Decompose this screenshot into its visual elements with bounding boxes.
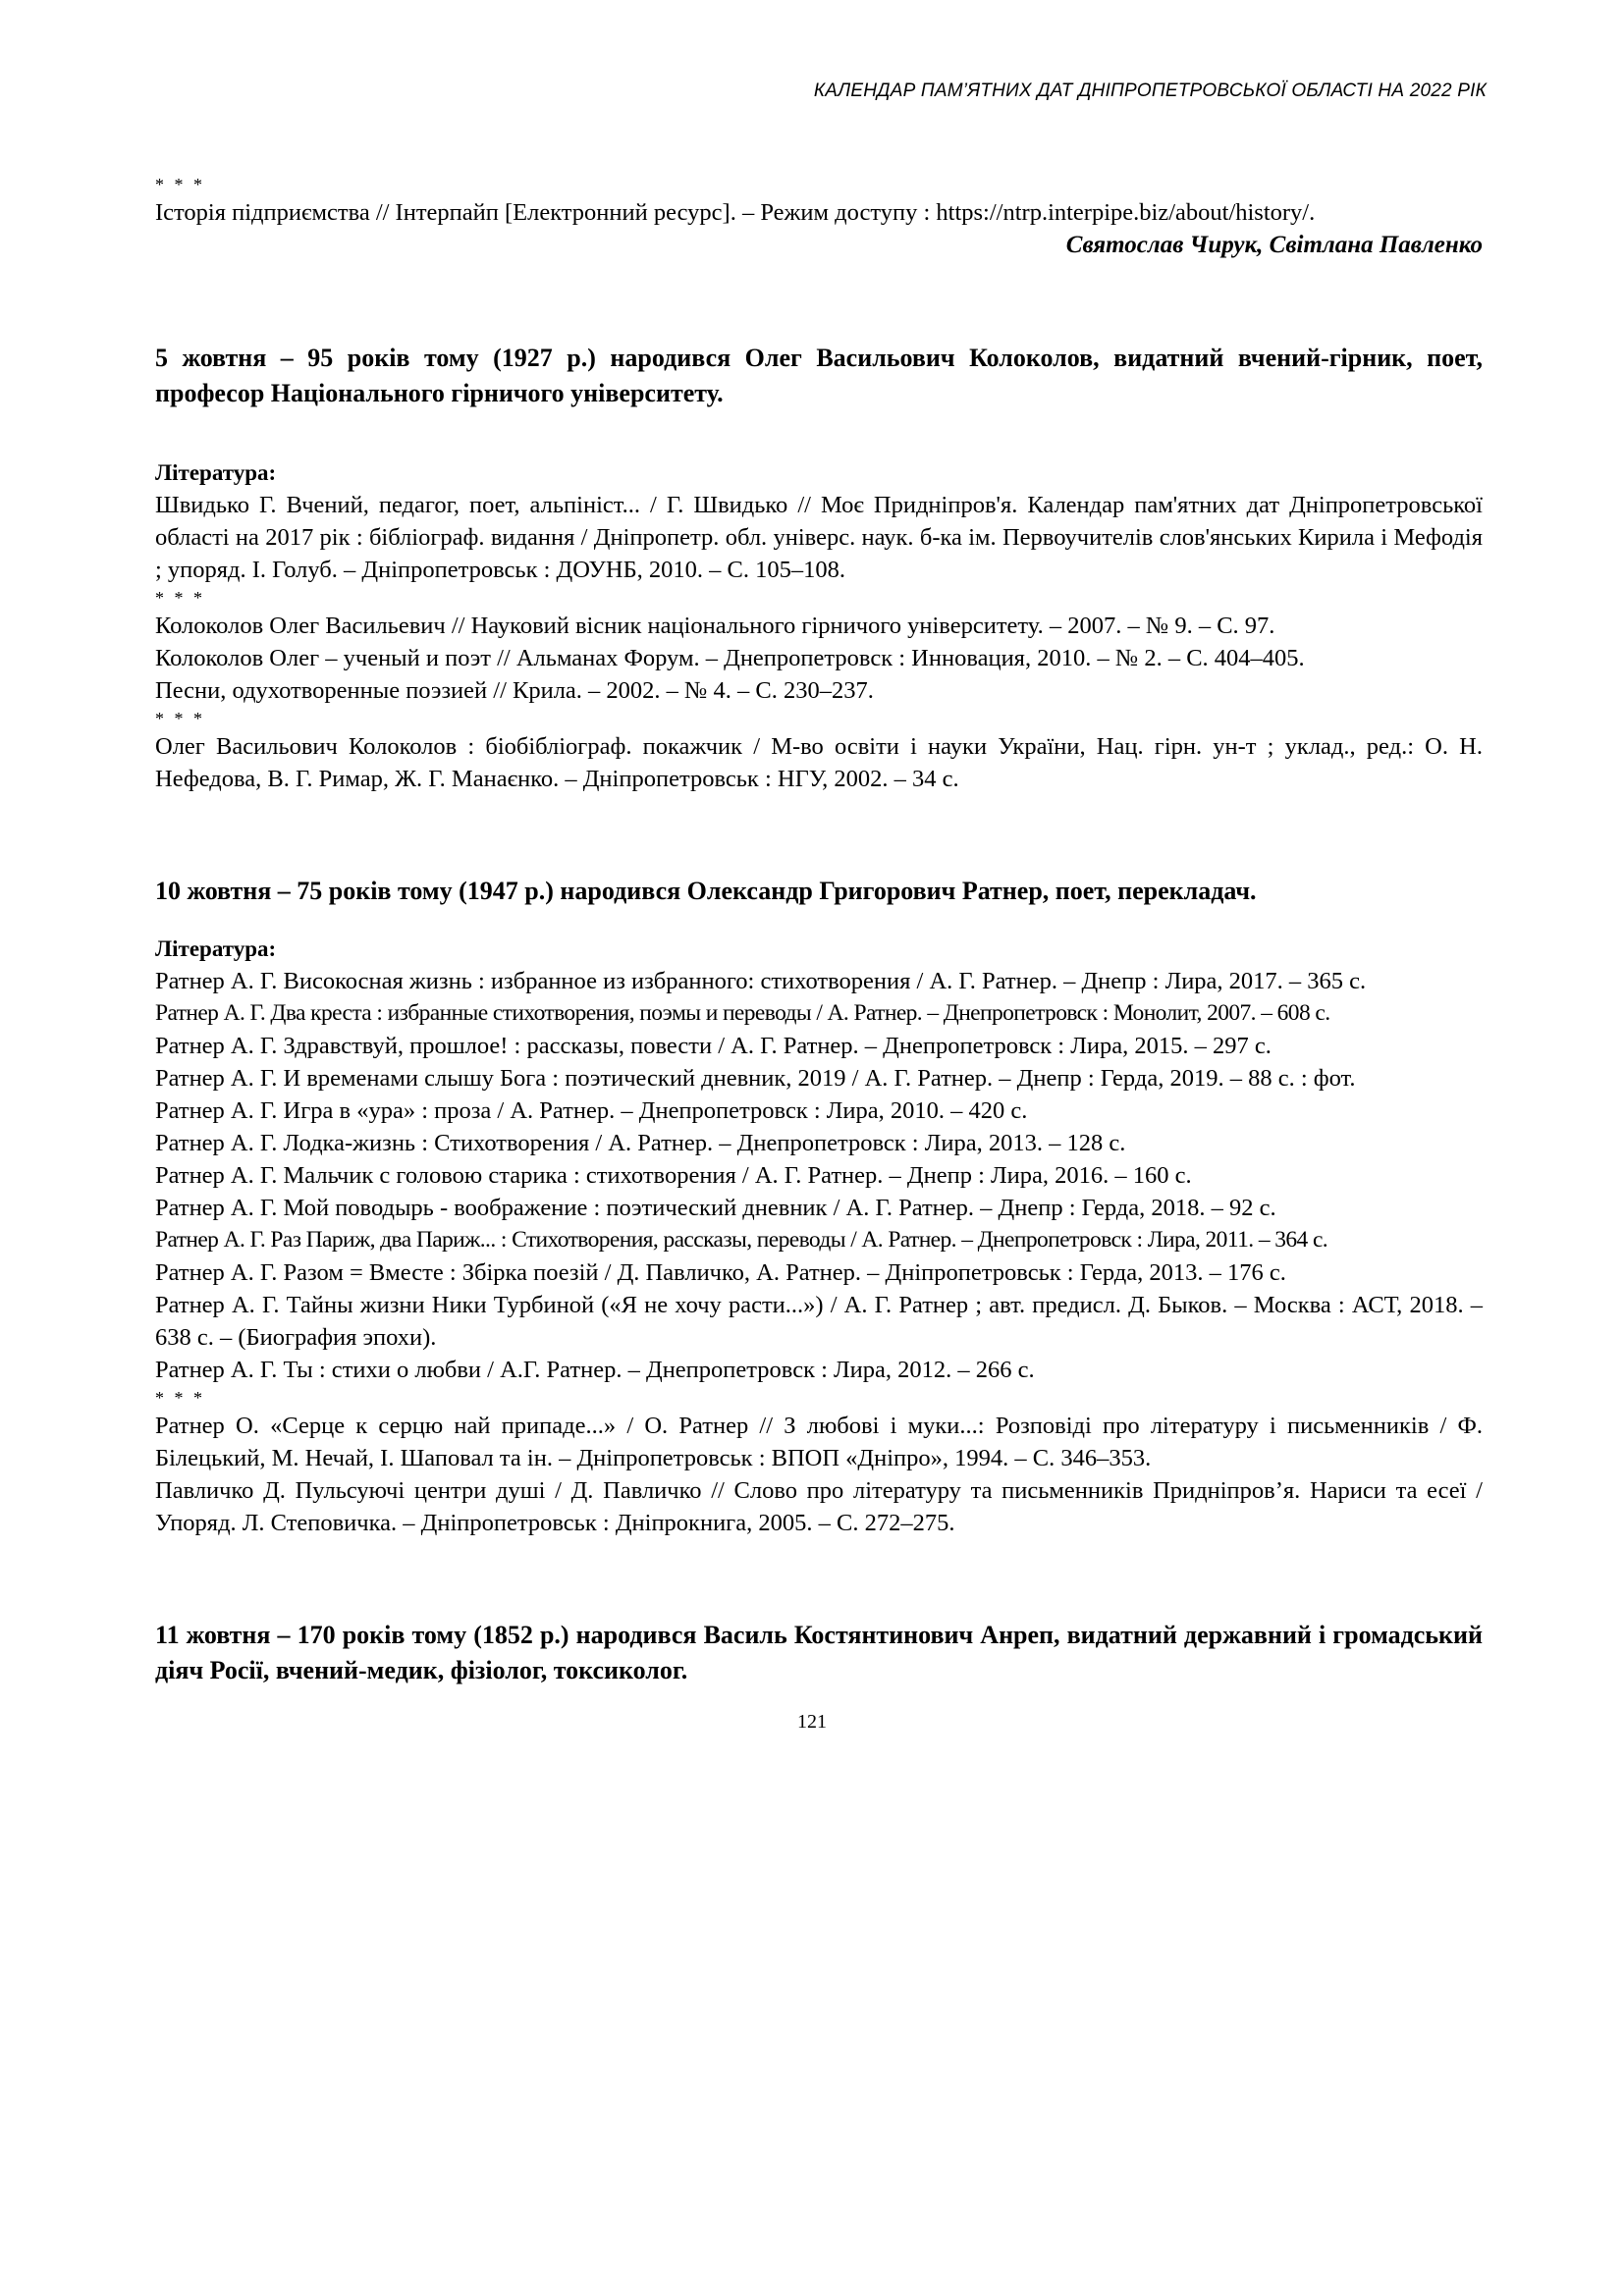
literature-label: Література: (155, 936, 277, 961)
separator-stars: * * * (155, 588, 205, 608)
separator-stars: * * * (155, 175, 205, 194)
bibliography-item: Колоколов Олег – ученый и поэт // Альманах Форум. – Днепропетровск : Инновация, 2010. – № 2. – С. 404–405. (155, 645, 1305, 671)
running-header: КАЛЕНДАР ПАМ’ЯТНИХ ДАТ ДНІПРОПЕТРОВСЬКОЇ ОБЛАСТІ НА 2022 РІК (813, 80, 1487, 101)
bibliography-item: Ратнер А. Г. Два креста : избранные стихотворения, поэмы и переводы / А. Ратнер. – Днепропетровск : Монолит, 2007. – 608 с. (155, 1000, 1330, 1026)
bibliography-item: Ратнер А. Г. Раз Париж, два Париж... : Стихотворения, рассказы, переводы / А. Ратнер. – Днепропетровск : Лира, 2011. – 364 с. (155, 1227, 1328, 1253)
bibliography-item: Ратнер А. Г. Разом = Вместе : Збірка поезій / Д. Павличко, А. Ратнер. – Дніпропетровськ : Герда, 2013. – 176 с. (155, 1259, 1286, 1286)
page-number: 121 (797, 1711, 827, 1733)
bibliography-item: Ратнер А. Г. Мальчик с головою старика : стихотворения / А. Г. Ратнер. – Днепр : Лира, 2016. – 160 с. (155, 1162, 1192, 1189)
bibliography-item: Швидько Г. Вчений, педагог, поет, альпініст... / Г. Швидько // Моє Придніпров'я. Календар пам'ятних дат Дніпропетровської області на 2017 рік : бібліограф. видання / Дніпропетр. обл. універс. наук. б-ка ім. Первоучителів слов'янських Кирила і Мефодія ; упоряд. І. Голуб. – Дніпропетровськ : ДОУНБ, 2010. – С. 105–108. (155, 492, 1483, 583)
bibliography-item: Олег Васильович Колоколов : біобібліограф. покажчик / М-во освіти і науки України, Нац. гірн. ун-т ; уклад., ред.: О. Н. Нефедова, В. Г. Римар, Ж. Г. Манаєнко. – Дніпропетровськ : НГУ, 2002. – 34 с. (155, 733, 1483, 792)
bibliography-item: Колоколов Олег Васильевич // Науковий вісник національного гірничого університету. – 2007. – № 9. – С. 97. (155, 613, 1275, 639)
literature-label: Література: (155, 460, 277, 485)
bibliography-item: Павличко Д. Пульсуючі центри душі / Д. Павличко // Слово про літературу та письменників Придніпров’я. Нариси та есеї / Упоряд. Л. Степовичка. – Дніпропетровськ : Дніпрокнига, 2005. – С. 272–275. (155, 1477, 1483, 1536)
section-heading-ratner: 10 жовтня – 75 років тому (1947 р.) народився Олександр Григорович Ратнер, поет, перекладач. (155, 877, 1257, 905)
bibliography-item: Ратнер А. Г. Игра в «ура» : проза / А. Ратнер. – Днепропетровск : Лира, 2010. – 420 с. (155, 1097, 1028, 1124)
intro-source: Історія підприємства // Інтерпайп [Електронний ресурс]. – Режим доступу : https://ntrp.interpipe.biz/about/history/. (155, 199, 1316, 226)
bibliography-item: Ратнер О. «Серце к серцю най припаде...» / О. Ратнер // З любові і муки...: Розповіді про літературу і письменників / Ф. Білецький, М. Нечай, І. Шаповал та ін. – Дніпропетровськ : ВПОП «Дніпро», 1994. – С. 346–353. (155, 1413, 1483, 1471)
bibliography-item: Песни, одухотворенные поэзией // Крила. – 2002. – № 4. – С. 230–237. (155, 677, 874, 704)
bibliography-item: Ратнер А. Г. Тайны жизни Ники Турбиной («Я не хочу расти...») / А. Г. Ратнер ; авт. предисл. Д. Быков. – Москва : АСТ, 2018. – 638 с. – (Биография эпохи). (155, 1292, 1483, 1351)
bibliography-item: Ратнер А. Г. Лодка-жизнь : Стихотворения / А. Ратнер. – Днепропетровск : Лира, 2013. – 128 с. (155, 1130, 1126, 1156)
bibliography-item: Ратнер А. Г. Високосная жизнь : избранное из избранного: стихотворения / А. Г. Ратнер. – Днепр : Лира, 2017. – 365 с. (155, 968, 1367, 994)
bibliography-item: Ратнер А. Г. Мой поводырь - воображение : поэтический дневник / А. Г. Ратнер. – Днепр : Герда, 2018. – 92 с. (155, 1195, 1276, 1221)
article-authors: Святослав Чирук, Світлана Павленко (1065, 232, 1483, 258)
separator-stars: * * * (155, 709, 205, 728)
section-heading-kolokolov: 5 жовтня – 95 років тому (1927 р.) народився Олег Васильович Колоколов, видатний вчений-гірник, поет, професор Національного гірничого університету. (155, 344, 1483, 407)
separator-stars: * * * (155, 1388, 205, 1408)
section-heading-anrep: 11 жовтня – 170 років тому (1852 р.) народився Василь Костянтинович Анреп, видатний державний і громадський діяч Росії, вчений-медик, фізіолог, токсиколог. (155, 1621, 1483, 1684)
page-content (155, 173, 1483, 1688)
bibliography-item: Ратнер А. Г. Здравствуй, прошлое! : рассказы, повести / А. Г. Ратнер. – Днепропетровск : Лира, 2015. – 297 с. (155, 1033, 1272, 1059)
bibliography-item: Ратнер А. Г. И временами слышу Бога : поэтический дневник, 2019 / А. Г. Ратнер. – Днепр : Герда, 2019. – 88 с. : фот. (155, 1065, 1356, 1092)
bibliography-item: Ратнер А. Г. Ты : стихи о любви / А.Г. Ратнер. – Днепропетровск : Лира, 2012. – 266 с. (155, 1357, 1035, 1383)
